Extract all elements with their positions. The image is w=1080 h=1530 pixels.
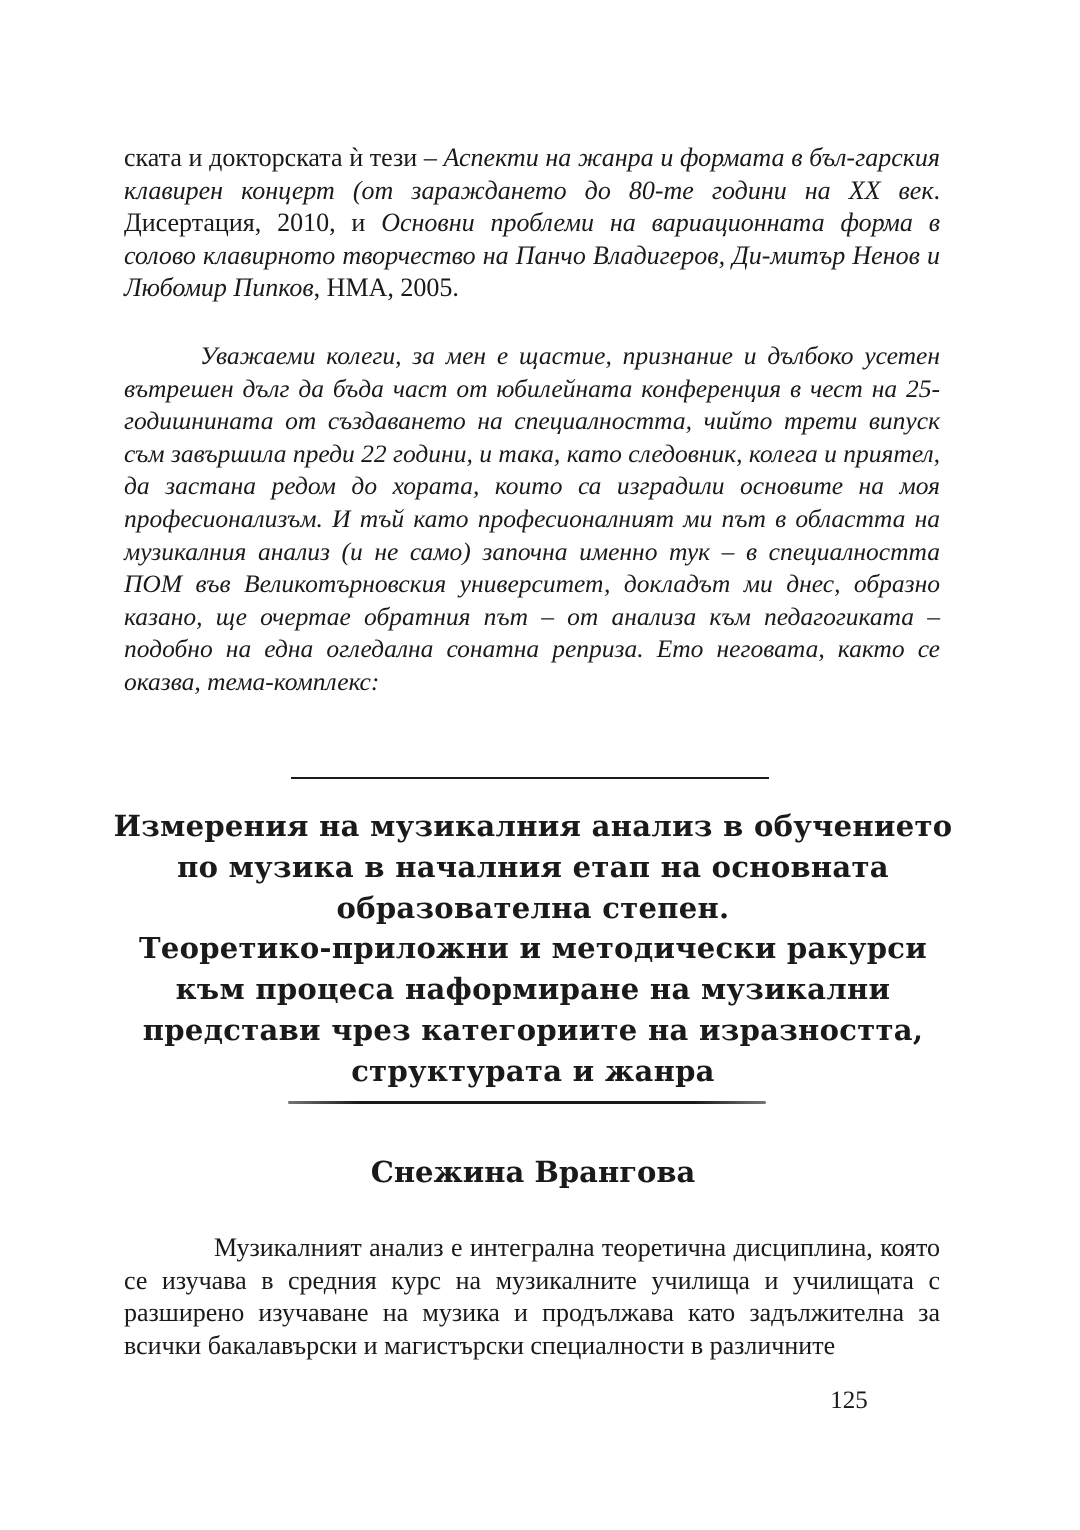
bio-text-2: . Дисертация, 2010, и (124, 175, 940, 238)
title-line: структурата и жанра (351, 1053, 715, 1088)
title-line: по музика в началния етап на основната (177, 849, 889, 884)
address-paragraph: Уважаеми колеги, за мен е щастие, признание и дълбоко усетен вътрешен дълг да бъда част от юбилейната конференция в чест на 25-годишнината от създаването на специалността, чийто трети випуск съм завършила преди 22 години, и така, като следовник, колега и приятел, да застана редом до хората, които са изградили основите на моя професионализъм. И тъй като професионалният ми път в областта на музикалния анализ (и не само) започна именно тук – в специалността ПОМ във Великотърновския университет, докладът ми днес, образно казано, ще очертае обратния път – от анализа към педагогиката – подобно на една огледална сонатна реприза. Ето неговата, както се оказва, тема-комплекс: (124, 341, 940, 696)
bio-dissertation-title: Аспекти на жанра и формата в бъл-гарския клавирен концерт (от зараждането до 80-те години на XX век (124, 143, 941, 205)
page-number: 125 (830, 1387, 868, 1414)
bio-thesis-title: Основни проблеми на вариационната форма в солово клавирното творчество на Панчо Владигеров, Ди-митър Ненов и Любомир Пипков (124, 208, 940, 303)
title-line: образователна степен. (336, 890, 730, 925)
title-line: Теоретико-приложни и методически ракурси (138, 931, 928, 966)
title-bottom-rule (288, 1101, 766, 1104)
title-line: представи чрез категориите на изразността, (142, 1012, 924, 1047)
bio-paragraph (124, 142, 940, 305)
bio-text-1: ската и докторската ѝ тези – (124, 143, 444, 172)
title-top-rule (291, 777, 769, 779)
bio-text-3: , НМА, 2005. (313, 273, 459, 303)
article-title (110, 806, 956, 1092)
author-name: Снежина Врангова (370, 1155, 696, 1189)
title-line: към процеса наформиране на музикални (175, 972, 891, 1007)
body-paragraph: Музикалният анализ е интегрална теоретична дисциплина, която се изучава в средния курс на музикалните училища и училищата с разширено изучаване на музика и продължава като задължителна за всички бакалавърски и магистърски специалности в различните (124, 1233, 940, 1360)
title-line: Измерения на музикалния анализ в обучението (113, 809, 953, 843)
